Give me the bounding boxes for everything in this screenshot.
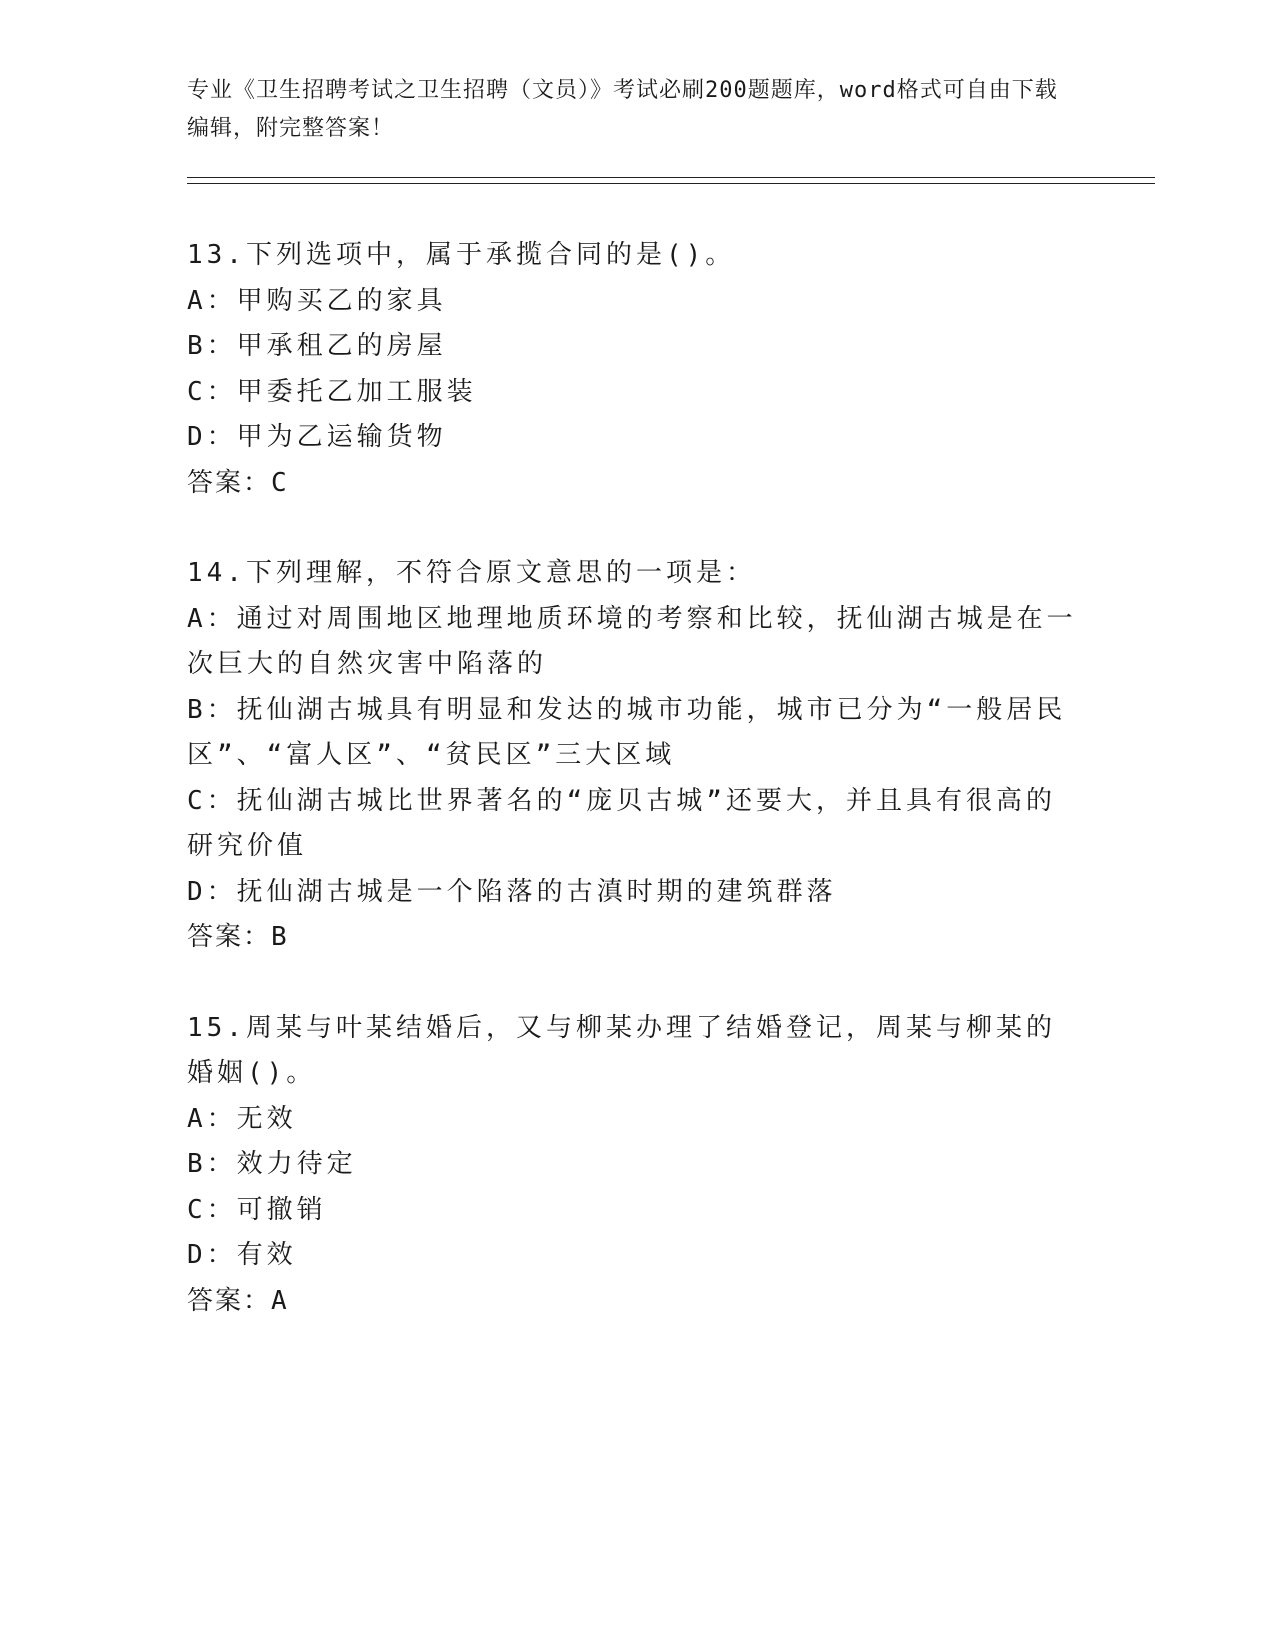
header-double-rule — [187, 177, 1155, 184]
answer-line: 答案：B — [187, 922, 289, 952]
question-15 — [187, 1006, 1077, 1325]
question-stem: 13.下列选项中，属于承揽合同的是()。 — [187, 240, 736, 270]
option-a: A：无效 — [187, 1103, 297, 1134]
option-a: A：通过对周围地区地理地质环境的考察和比较，抚仙湖古城是在一次巨大的自然灾害中陷落的 — [187, 603, 1077, 679]
answer-line: 答案：A — [187, 1285, 289, 1316]
option-b: B：效力待定 — [187, 1149, 357, 1179]
question-stem: 15.周某与叶某结婚后，又与柳某办理了结婚登记，周某与柳某的婚姻()。 — [187, 1012, 1056, 1088]
question-stem: 14.下列理解，不符合原文意思的一项是： — [187, 558, 756, 588]
option-a: A：甲购买乙的家具 — [187, 285, 447, 316]
option-b: B：抚仙湖古城具有明显和发达的城市功能，城市已分为“一般居民区”、“富人区”、“贫民区”三大区域 — [187, 694, 1067, 770]
document-header: 专业《卫生招聘考试之卫生招聘（文员）》考试必刷200题题库，word格式可自由下载编辑，附完整答案！ — [187, 78, 1058, 141]
question-13 — [187, 233, 1077, 506]
option-b: B：甲承租乙的房屋 — [187, 331, 447, 361]
option-c: C：抚仙湖古城比世界著名的“庞贝古城”还要大，并且具有很高的研究价值 — [187, 785, 1056, 861]
option-d: D：抚仙湖古城是一个陷落的古滇时期的建筑群落 — [187, 876, 837, 907]
option-c: C：可撤销 — [187, 1194, 327, 1225]
option-d: D：甲为乙运输货物 — [187, 422, 447, 452]
option-c: C：甲委托乙加工服装 — [187, 376, 477, 407]
question-list — [187, 233, 1077, 1369]
question-14 — [187, 551, 1077, 961]
answer-line: 答案：C — [187, 467, 289, 498]
option-d: D：有效 — [187, 1240, 297, 1270]
